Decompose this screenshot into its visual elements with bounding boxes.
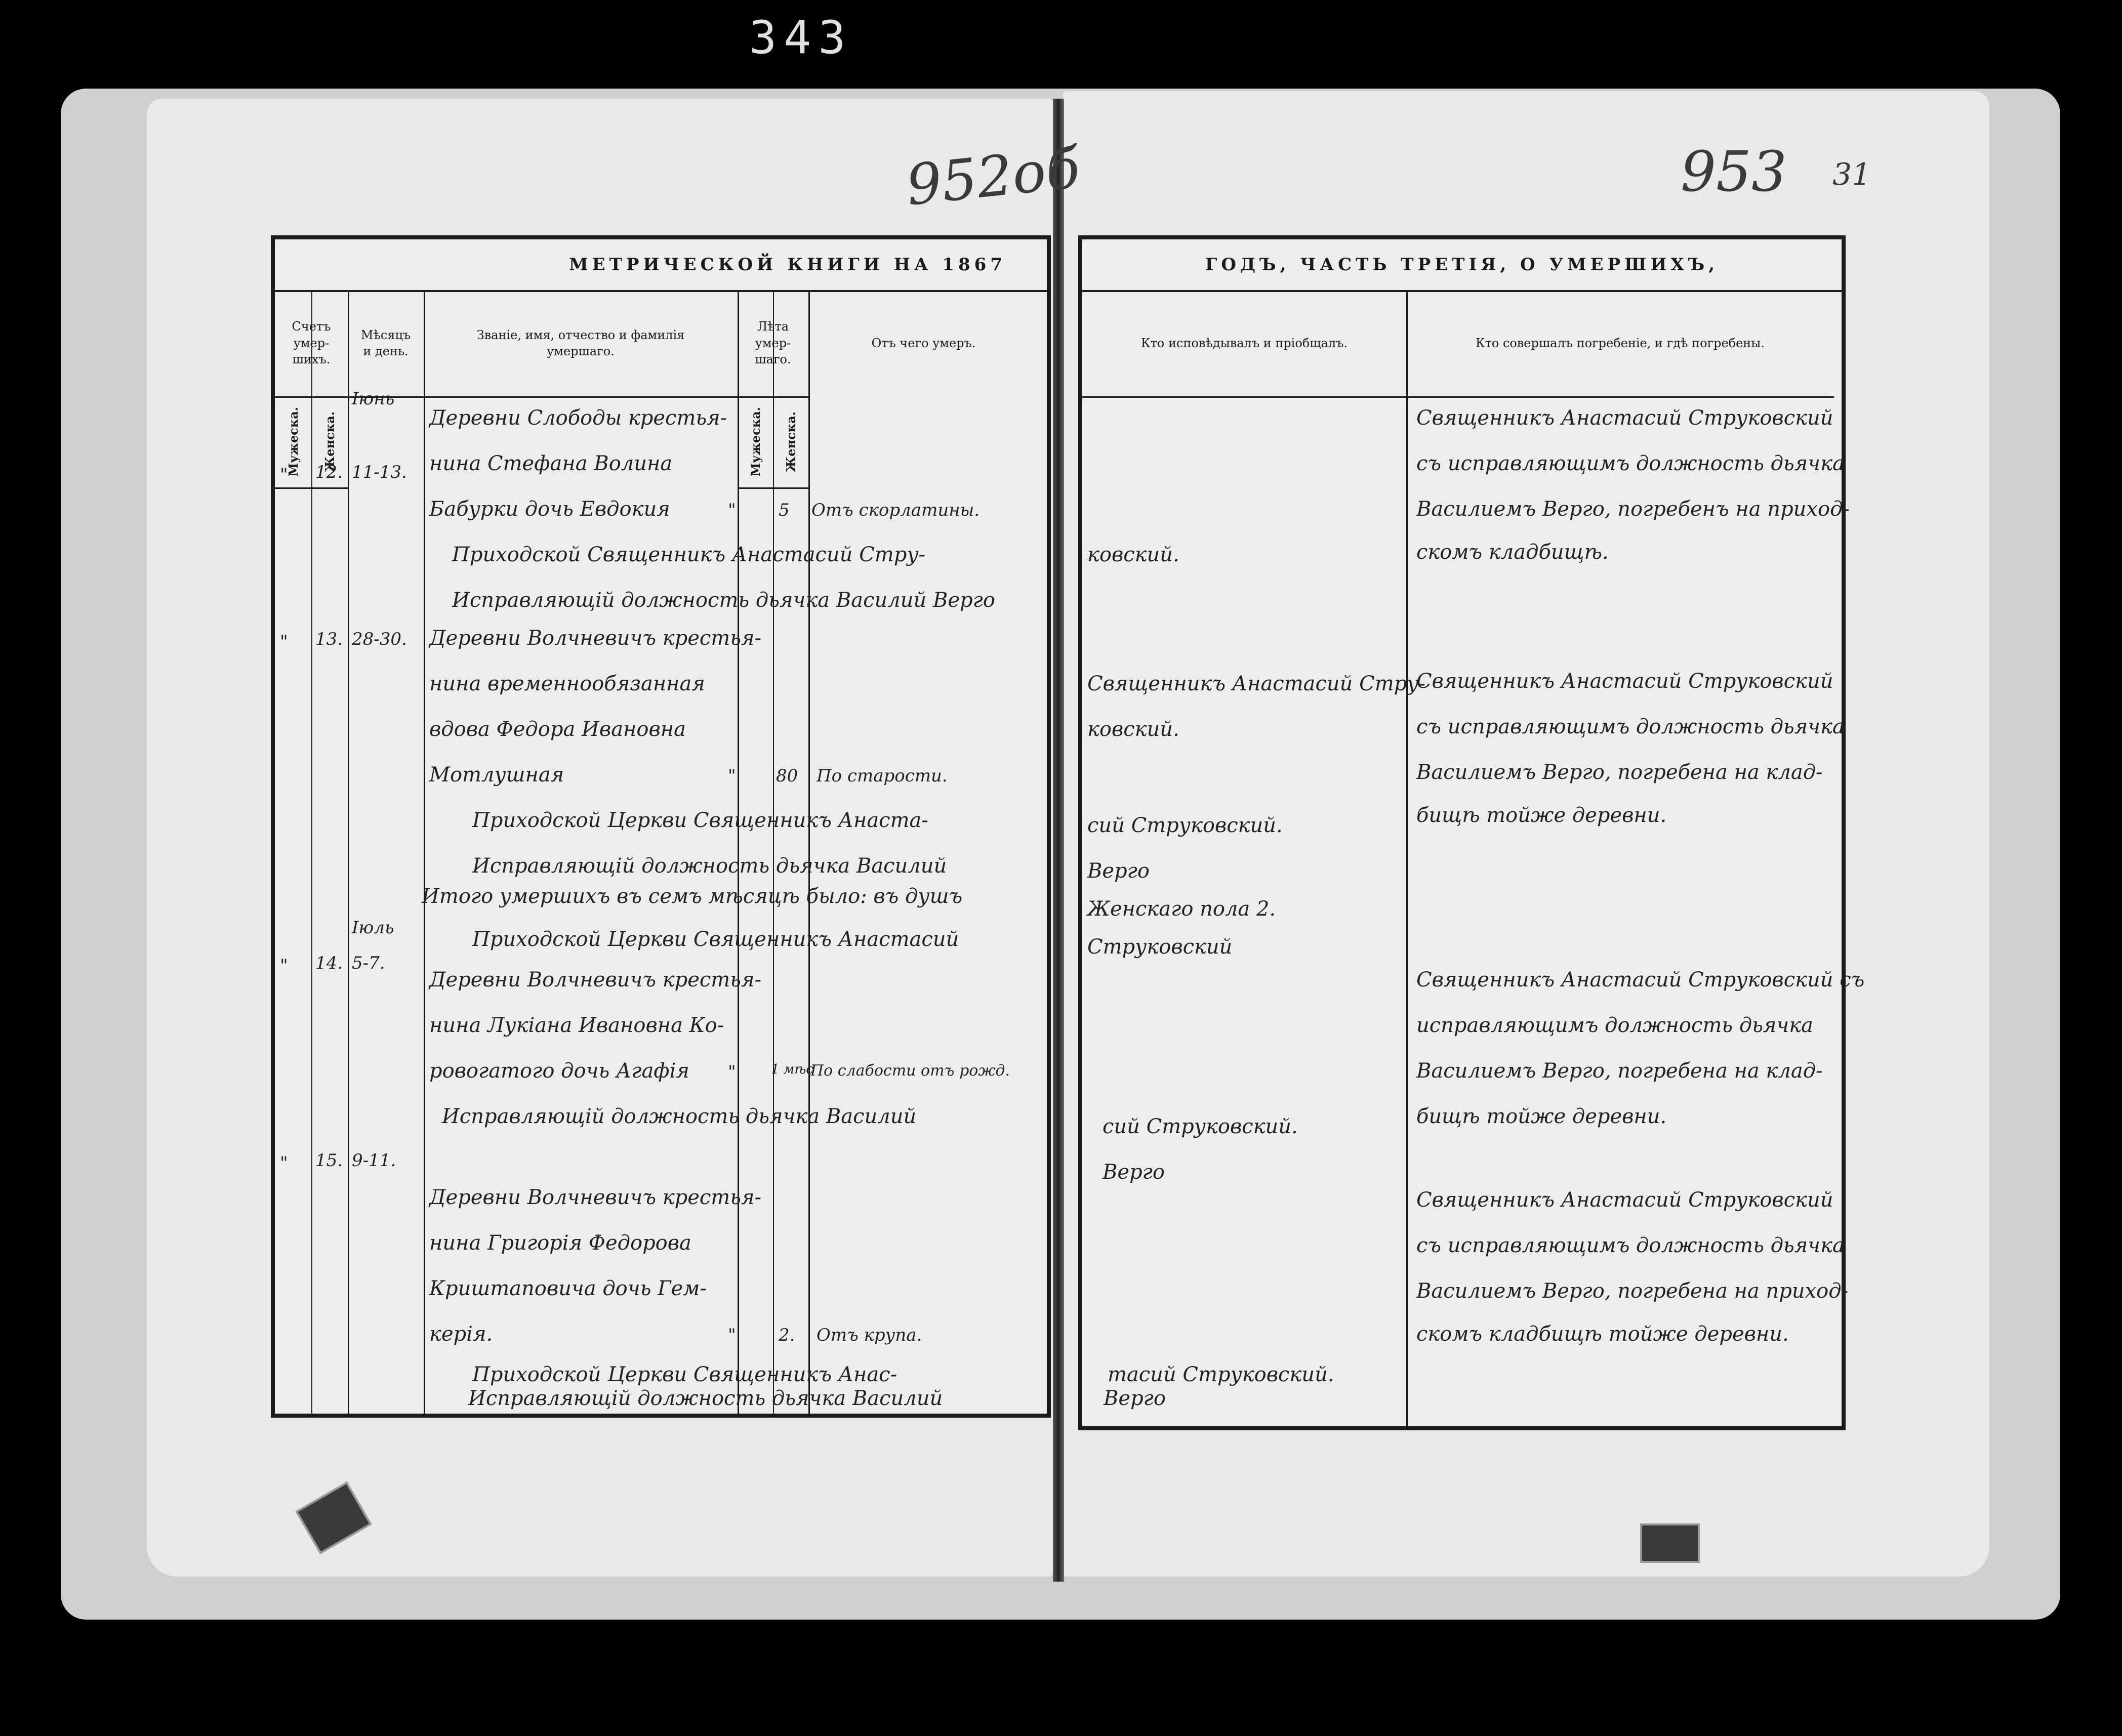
- entry-14-confessor-2: сий Струковский.: [1103, 1115, 1298, 1138]
- entry-13-burial-2: съ исправляющимъ должность дьячка: [1416, 715, 1845, 738]
- book-spine: [1053, 99, 1064, 1582]
- entry-14-burial-3: Василиемъ Верго, погребена на клад-: [1416, 1059, 1823, 1083]
- entry-13-age: 80: [776, 766, 798, 786]
- subheader-age-female: Женска.: [783, 411, 798, 473]
- entry-15-name-line-4: керія.: [429, 1322, 493, 1346]
- entry-15-days: 9-11.: [352, 1150, 396, 1171]
- entry-15-confessor-1: тасий Струковский.: [1108, 1363, 1334, 1386]
- header-count: Счетъ умер- шихъ.: [275, 290, 348, 398]
- entry-14-name-line-3: ровогатого дочь Агафія: [429, 1059, 689, 1083]
- entry-13-number: 13.: [315, 629, 343, 649]
- entry-14-cause: По слабости отъ рожд.: [810, 1062, 1010, 1080]
- entry-15-age: 2.: [779, 1325, 795, 1345]
- entry-15-cause: Отъ крупа.: [817, 1325, 922, 1345]
- entry-13-burial-1: Священникъ Анастасий Струковский: [1416, 670, 1833, 693]
- entry-15-name-line-1: Деревни Волчневичъ крестья-: [429, 1186, 761, 1209]
- col-confessor: [1082, 290, 1408, 1426]
- folio-left: 952об: [903, 135, 1083, 218]
- entry-15-note-2: Исправляющій должность дьячка Василий: [468, 1387, 943, 1410]
- entry-12-name-line-2: нина Стефана Волина: [429, 452, 673, 475]
- entry-13-note-2: Исправляющій должность дьячка Василий: [472, 854, 947, 878]
- entry-12-name-line-1: Деревни Слободы крестья-: [429, 406, 727, 430]
- entry-12-cause: Отъ скорлатины.: [811, 500, 980, 520]
- subheader-count-male: Мужеска.: [285, 407, 301, 477]
- header-date: Мѣсяцъ и день.: [348, 290, 424, 398]
- folio-right-extra: 31: [1832, 157, 1871, 192]
- entry-14-age: 1 мѣс: [771, 1062, 813, 1077]
- entry-15-burial-1: Священникъ Анастасий Струковский: [1416, 1188, 1833, 1212]
- entry-14-confessor-3: Верго: [1103, 1161, 1165, 1184]
- entry-12-note-2: Исправляющій должность дьячка Василий Верго: [452, 589, 995, 612]
- entry-15-confessor-2: Верго: [1104, 1387, 1166, 1410]
- entry-12-number: 12.: [315, 462, 343, 482]
- entry-12-burial-2: съ исправляющимъ должность дьячка: [1416, 452, 1845, 475]
- right-page-header: ГОДЪ, ЧАСТЬ ТРЕТІЯ, О УМЕРШИХЪ,: [1082, 239, 1842, 292]
- entry-15-burial-4: скомъ кладбищѣ тойже деревни.: [1416, 1322, 1789, 1346]
- binding-clip-right: [1640, 1523, 1700, 1563]
- entry-14-age-mark: ": [728, 1062, 736, 1082]
- entry-13-burial-4: бищѣ тойже деревни.: [1416, 804, 1667, 827]
- entry-12-month: Іюнь: [352, 389, 395, 409]
- entry-12-days: 11-13.: [352, 462, 407, 482]
- entry-14-burial-1: Священникъ Анастасий Струковский съ: [1416, 968, 1865, 991]
- entry-13-confessor-1: Священникъ Анастасий Стру-: [1087, 672, 1425, 695]
- entry-13-confessor-2: ковский.: [1087, 718, 1179, 741]
- entry-12-burial-3: Василиемъ Верго, погребенъ на приход-: [1416, 498, 1850, 521]
- left-page-header: МЕТРИЧЕСКОЙ КНИГИ НА 1867: [275, 239, 1047, 292]
- entry-15-age-mark: ": [728, 1325, 736, 1345]
- entry-15-name-line-2: нина Григорія Федорова: [429, 1231, 691, 1255]
- entry-14-days: 5-7.: [352, 953, 385, 973]
- entry-13-days: 28-30.: [352, 629, 407, 649]
- col-date: [348, 290, 425, 1414]
- entry-12-burial-1: Священникъ Анастасий Струковский: [1416, 406, 1833, 430]
- entry-14-note-1: Приходской Церкви Священникъ Анастасий: [472, 928, 959, 951]
- entry-12-confessor-1: ковский.: [1087, 543, 1179, 566]
- entry-12-name-line-3: Бабурки дочь Евдокия: [429, 498, 670, 521]
- entry-12-note-1: Приходской Священникъ Анастасий Стру-: [452, 543, 926, 566]
- folio-right: 953: [1681, 139, 1787, 204]
- entry-12-mark: ": [280, 465, 288, 485]
- entry-15-mark: ": [280, 1153, 288, 1173]
- entry-14-number: 14.: [315, 953, 343, 973]
- header-confessor: Кто исповѣдывалъ и пріобщалъ.: [1082, 290, 1406, 398]
- entry-13-name-line-1: Деревни Волчневичъ крестья-: [429, 627, 761, 650]
- entry-13-note-1: Приходской Церкви Священникъ Анаста-: [472, 809, 928, 832]
- entry-13-name-line-3: вдова Федора Ивановна: [429, 718, 686, 741]
- entry-12-burial-4: скомъ кладбищѣ.: [1416, 541, 1609, 564]
- entry-12-age-mark: ": [728, 500, 736, 520]
- entry-15-note-1: Приходской Церкви Священникъ Анас-: [472, 1363, 897, 1386]
- entry-15-burial-3: Василиемъ Верго, погребена на приход-: [1416, 1279, 1849, 1303]
- header-name: Званіе, имя, отчество и фамилія умершаго.: [424, 290, 738, 398]
- header-burial: Кто совершалъ погребеніе, и гдѣ погребены.: [1406, 290, 1834, 398]
- entry-14-note-2: Исправляющій должность дьячка Василий: [442, 1105, 917, 1128]
- entry-15-burial-2: съ исправляющимъ должность дьячка: [1416, 1234, 1845, 1257]
- entry-14-name-line-2: нина Лукіана Ивановна Ко-: [429, 1014, 724, 1037]
- entry-14-burial-4: бищѣ тойже деревни.: [1416, 1105, 1667, 1128]
- entry-13-mark: ": [280, 632, 288, 652]
- entry-13-confessor-4: Верго: [1087, 859, 1150, 883]
- month-summary-tail: Женскаго пола 2.: [1087, 897, 1276, 921]
- entry-14-mark: ": [280, 956, 288, 976]
- entry-14-name-line-1: Деревни Волчневичъ крестья-: [429, 968, 761, 991]
- month-summary: Итого умершихъ въ семъ мѣсяцѣ было: въ душъ: [422, 885, 963, 908]
- entry-14-confessor-1: Струковский: [1087, 935, 1233, 959]
- entry-14-burial-2: исправляющимъ должность дьячка: [1416, 1014, 1814, 1037]
- entry-15-name-line-3: Криштаповича дочь Гем-: [429, 1277, 707, 1300]
- subheader-age-male: Мужеска.: [748, 407, 763, 477]
- entry-13-confessor-3: сий Струковский.: [1087, 814, 1283, 837]
- entry-13-name-line-4: Мотлушная: [429, 763, 564, 787]
- entry-15-number: 15.: [315, 1150, 343, 1171]
- left-register-table: [271, 235, 1051, 1418]
- entry-13-name-line-2: нина временнообязанная: [429, 672, 705, 695]
- entry-13-cause: По старости.: [817, 766, 948, 786]
- entry-12-age: 5: [779, 500, 790, 520]
- right-register-table: [1078, 235, 1865, 1430]
- entry-13-age-mark: ": [728, 766, 736, 786]
- entry-14-month: Іюль: [352, 918, 394, 938]
- header-cause: Отъ чего умеръ.: [871, 336, 976, 350]
- header-age: Лѣта умер- шаго.: [738, 290, 808, 398]
- entry-13-burial-3: Василиемъ Верго, погребена на клад-: [1416, 761, 1823, 784]
- archive-number: 343: [749, 11, 853, 64]
- subheader-count-female: Женска.: [322, 411, 337, 473]
